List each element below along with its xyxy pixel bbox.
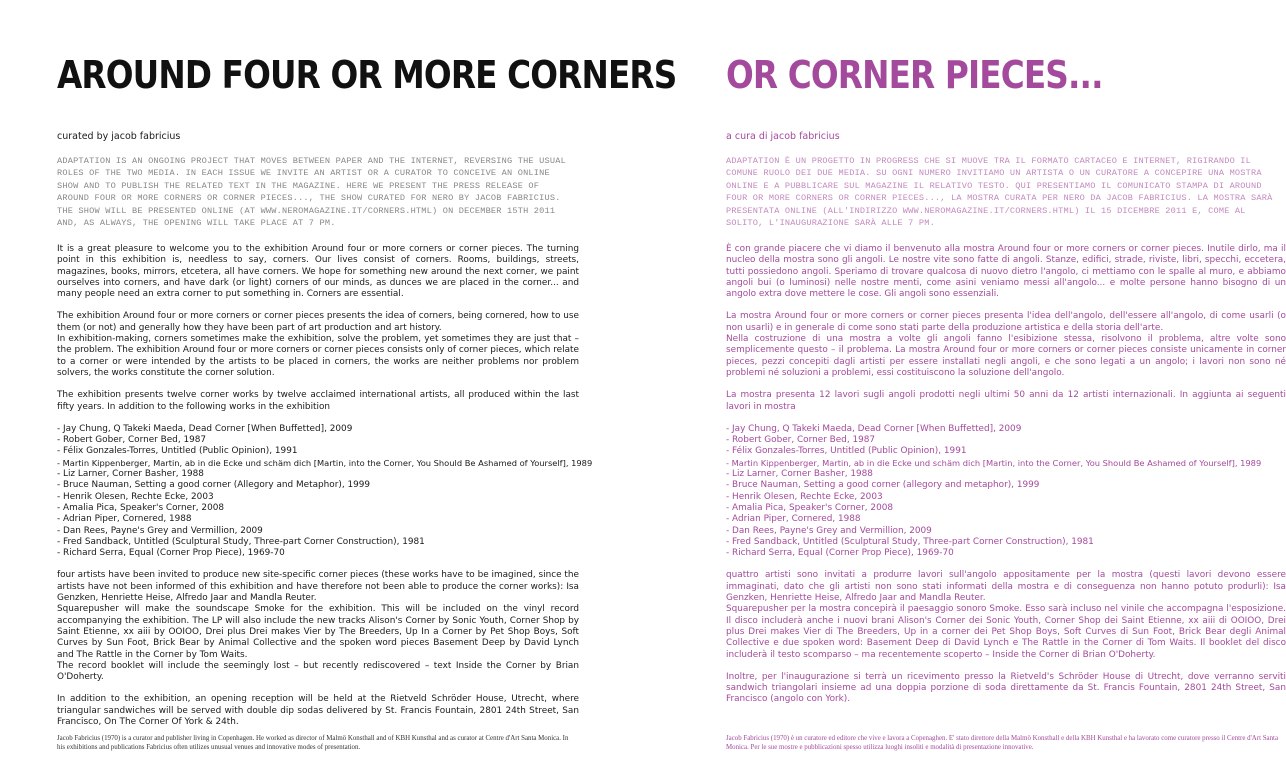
list-item: - Félix Gonzales-Torres, Untitled (Public Opinion), 1991 [57, 446, 298, 457]
list-item: - Adrian Piper, Cornered, 1988 [726, 514, 861, 525]
paragraph-welcome: È con grande piacere che vi diamo il benvenuto alla mostra Around four or more corners or corner pieces. Inutile dirlo, ma il nucleo della mostra sono gli angoli. Le nostre vite sono fatte di angoli. Stanze, edifici, strade, riviste, libri, specchi, eccetera, tutti possiedono angoli. Speriamo di trovare qualcosa di nuovo dietro l'angolo, ci mettiamo con le spalle al muro, e abbiamo angoli bui (o luminosi) nelle nostre menti, come asini veniamo messi all'angolo... e molte persone hanno bisogno di un angolo extra dove mettere le cose. Gli angoli sono essenziali. [726, 244, 1286, 300]
list-item: - Bruce Nauman, Setting a good corner (allegory and metaphor), 1999 [726, 480, 1040, 491]
list-item: - Richard Serra, Equal (Corner Prop Piece), 1969-70 [57, 548, 285, 559]
paragraph-idea: La mostra Around four or more corners or corner pieces presenta l'idea dell'angolo, dell'essere all'angolo, di come usarli (o non usarli) e in generale di come sono stati parte della produzione artistica e della storia dell'arte. [726, 311, 1286, 333]
list-item: - Martin Kippenberger, Martin, ab in die Ecke und schäm dich [Martin, into the Corner, You Should Be Ashamed of Yourself], 1989 [57, 457, 593, 468]
list-item: - Amalia Pica, Speaker's Corner, 2008 [726, 502, 894, 513]
paragraph-booklet: The record booklet will include the seemingly lost – but recently rediscovered – text Inside the Corner by Brian O'Doherty. [57, 660, 579, 683]
page-title-italian: OR CORNER PIECES... [726, 53, 1103, 97]
list-item: - Henrik Olesen, Rechte Ecke, 2003 [726, 491, 883, 502]
paragraph-new-works: quattro artisti sono invitati a produrre lavori sull'angolo appositamente per la mostra (questi lavori devono essere immaginati, dato che gli artisti non sono stati informati della mostra e di conseguenza non hanno potuto produrli): Isa Genzken, Henriette Heise, Alfredo Jaar and Mandla Reuter. [726, 570, 1286, 604]
list-item: - Jay Chung, Q Takeki Maeda, Dead Corner [When Buffetted], 2009 [726, 423, 1022, 434]
intro-paragraph: ADAPTATION IS AN ONGOING PROJECT THAT MOVES BETWEEN PAPER AND THE INTERNET, REVERSING THE USUAL ROLES OF THE TWO MEDIA. IN EACH ISSUE WE INVITE AN ARTIST OR A CURATOR TO CONCEIVE AN ONLINE SHOW AND TO PUBLISH THE RELATED TEXT IN THE MAGAZINE. HERE WE PRESENT THE PRESS RELEASE OF AROUND FOUR OR MORE CORNERS OR CORNER PIECES..., THE SHOW CURATED FOR NERO BY JACOB FABRICIUS. THE SHOW WILL BE PRESENTED ONLINE (AT WWW.NEROMAGAZINE.IT/CORNERS.HTML) ON DECEMBER 15TH 2011 AND, AS ALWAYS, THE OPENING WILL TAKE PLACE AT 7 PM. [57, 156, 566, 229]
list-item: - Adrian Piper, Cornered, 1988 [57, 514, 192, 525]
intro-text-italian [726, 155, 1286, 229]
list-item: - Richard Serra, Equal (Corner Prop Piece), 1969-70 [726, 548, 954, 559]
intro-text [57, 155, 567, 229]
list-item: - Liz Larner, Corner Basher, 1988 [57, 469, 204, 480]
list-item: - Félix Gonzales-Torres, Untitled (Public Opinion), 1991 [726, 446, 967, 457]
article-body [57, 244, 593, 728]
list-item: - Robert Gober, Corner Bed, 1987 [726, 435, 876, 446]
paragraph-exhibition-making: Nella costruzione di una mostra a volte gli angoli fanno l'esibizione stessa, risolvono il problema, altre volte sono semplicemente questo – il problema. La mostra Around four or more corners or corner pieces consiste unicamente in corner pieces, pezzi concepiti dagli artisti per essere installati negli angoli, e che sono legati a un angolo; i lavori non sono né problemi né soluzioni a problemi, essi costituiscono la soluzione dell'angolo. [726, 334, 1286, 378]
intro-paragraph: ADAPTATION È UN PROGETTO IN PROGRESS CHE SI MUOVE TRA IL FORMATO CARTACEO E INTERNET, RIGIRANDO IL COMUNE RUOLO DEI DUE MEDIA. SU OGNI NUMERO INVITIAMO UN ARTISTA O UN CURATORE A CONCEPIRE UNA MOSTRA ONLINE E A PUBBLICARE SUL MAGAZINE IL RELATIVO TESTO. QUI PRESENTIAMO IL COMUNICATO STAMPA DI AROUND FOUR OR MORE CORNERS OR CORNER PIECES..., LA MOSTRA CURATA PER NERO DA JACOB FABRICIUS. LA MOSTRA SARÀ PRESENTATA ONLINE (ALL'INDIRIZZO WWW.NEROMAGAZINE.IT/CORNERS.HTML) IL 15 DICEMBRE 2011 E, COME AL SOLITO, L'INAUGURAZIONE SARÀ ALLE 7 PM. [726, 156, 1273, 229]
list-item: - Fred Sandback, Untitled (Sculptural Study, Three-part Corner Construction), 1981 [57, 536, 425, 547]
footnote-bio-italian: Jacob Fabricius (1970) è un curatore ed editore che vive e lavora a Copenaghen. E' stato direttore della Malmö Konsthall e della KBH Kunsthal e ha lavorato come curatore presso il Centre d'Art Santa Monica. Per le sue mostre e pubblicazioni spesso utilizza luoghi insoliti e modalità di presentazione innovative. [726, 735, 1279, 751]
paragraph-soundscape: Squarepusher per la mostra concepirà il paesaggio sonoro Smoke. Esso sarà incluso nel vinile che accompagna l'esposizione. Il disco includerà anche i nuovi brani Alison's Corner dei Sonic Youth, Corner Shop dei Saint Etienne, xx aiii di OOIOO, Drei plus Drei makes Vier di The Breeders, Up in a corner dei Pet Shop Boys, Soft Curves di Sun Foot, Brick Bear degli Animal Collective e due spoken word: Basement Deep di David Lynch e The Rattle in the Corner di Tom Waits. Il booklet del disco includerà il testo scomparso – ma recentemente scoperto – Inside the Corner di Brian O'Doherty. [726, 604, 1286, 660]
curator-credit-italian: a cura di jacob fabricius [726, 131, 840, 142]
curator-credit: curated by jacob fabricius [57, 131, 181, 142]
paragraph-works-intro: La mostra presenta 12 lavori sugli angoli prodotti negli ultimi 50 anni da 12 artisti internazionali. In aggiunta ai seguenti lavori in mostra [726, 390, 1286, 412]
list-item: - Bruce Nauman, Setting a good corner (Allegory and Metaphor), 1999 [57, 480, 371, 491]
list-item: - Liz Larner, Corner Basher, 1988 [726, 469, 873, 480]
footnote-bio: Jacob Fabricius (1970) is a curator and publisher living in Copenhagen. He worked as director of Malmö Konsthall and of KBH Kunsthal and as curator at Centre d'Art Santa Monica. In his exhibitions and publications Fabricius often utilizes unusual venues and innovative modes of presentation. [57, 735, 569, 751]
paragraph-welcome: It is a great pleasure to welcome you to the exhibition Around four or more corners or corner pieces. The turning point in this exhibition is, needless to say, corners. Our lives consist of corners. Rooms, buildings, streets, magazines, books, mirrors, etcetera, all have corners. We hope for something new around the next corner, we paint ourselves into corners, and have dark (or light) corners of our minds, as dunces we are placed in the corner... and many people need an extra corner to put something in. Corners are essential. [57, 244, 579, 300]
works-list-italian [726, 424, 1286, 560]
list-item: - Jay Chung, Q Takeki Maeda, Dead Corner [When Buffetted], 2009 [57, 423, 353, 434]
paragraph-soundscape: Squarepusher will make the soundscape Smoke for the exhibition. This will be included on the vinyl record accompanying the exhibition. The LP will also include the new tracks Alison's Corner by Sonic Youth, Corner Shop by Saint Etienne, xx aiii by OOIOO, Drei plus Drei makes Vier by The Breeders, Up In a Corner by Pet Shop Boys, Soft Curves by Sun Foot, Brick Bear by Animal Collective and the spoken word pieces Basement Deep by David Lynch and The Rattle in the Corner by Tom Waits. [57, 604, 579, 660]
article-body-italian [726, 244, 1286, 706]
paragraph-works-intro: The exhibition presents twelve corner works by twelve acclaimed international artists, all produced within the last fifty years. In addition to the following works in the exhibition [57, 390, 579, 412]
paragraph-reception: In addition to the exhibition, an opening reception will be held at the Rietveld Schröder House, Utrecht, where triangular sandwiches will be served with double dip sodas delivered by St. Francis Fountain, 2801 24th Street, San Francisco, On The Corner Of York & 24th. [57, 694, 579, 727]
list-item: - Amalia Pica, Speaker's Corner, 2008 [57, 502, 225, 513]
list-item: - Fred Sandback, Untitled (Sculptural Study, Three-part Corner Construction), 1981 [726, 536, 1094, 547]
page-title: AROUND FOUR OR MORE CORNERS [57, 53, 677, 97]
list-item: - Dan Rees, Payne's Grey and Vermillion, 2009 [57, 525, 263, 536]
list-item: - Dan Rees, Payne's Grey and Vermillion, 2009 [726, 525, 932, 536]
works-list [57, 423, 593, 560]
paragraph-reception: Inoltre, per l'inaugurazione si terrà un ricevimento presso la Rietveld's Schröder House di Utrecht, dove verranno serviti sandwich triangolari insieme ad una doppia porzione di soda direttamente da St. Francis Fountain, 2801 24th Street, San Francisco (angolo con York). [726, 671, 1286, 705]
list-item: - Martin Kippenberger, Martin, ab in die Ecke und schäm dich [Martin, into the Corner, You Should Be Ashamed of Yourself], 1989 [726, 457, 1262, 468]
paragraph-exhibition-making: In exhibition-making, corners sometimes make the exhibition, solve the problem, yet sometimes they are just that – the problem. The exhibition Around four or more corners or corner pieces consists only of corner pieces, which relate to a corner or were intended by the artists to be placed in corners, the works are neither problems nor problem solvers, the works constitute the corner solution. [57, 334, 579, 378]
paragraph-idea: The exhibition Around four or more corners or corner pieces presents the idea of corners, being cornered, how to use them (or not) and generally how they have been part of art production and art history. [57, 311, 579, 333]
list-item: - Henrik Olesen, Rechte Ecke, 2003 [57, 491, 214, 502]
list-item: - Robert Gober, Corner Bed, 1987 [57, 435, 207, 446]
paragraph-new-works: four artists have been invited to produce new site-specific corner pieces (these works have to be imagined, since the artists have not been informed of this exhibition and have therefore not been able to produce the corner works): Isa Genzken, Henriette Heise, Alfredo Jaar and Mandla Reuter. [57, 570, 579, 604]
